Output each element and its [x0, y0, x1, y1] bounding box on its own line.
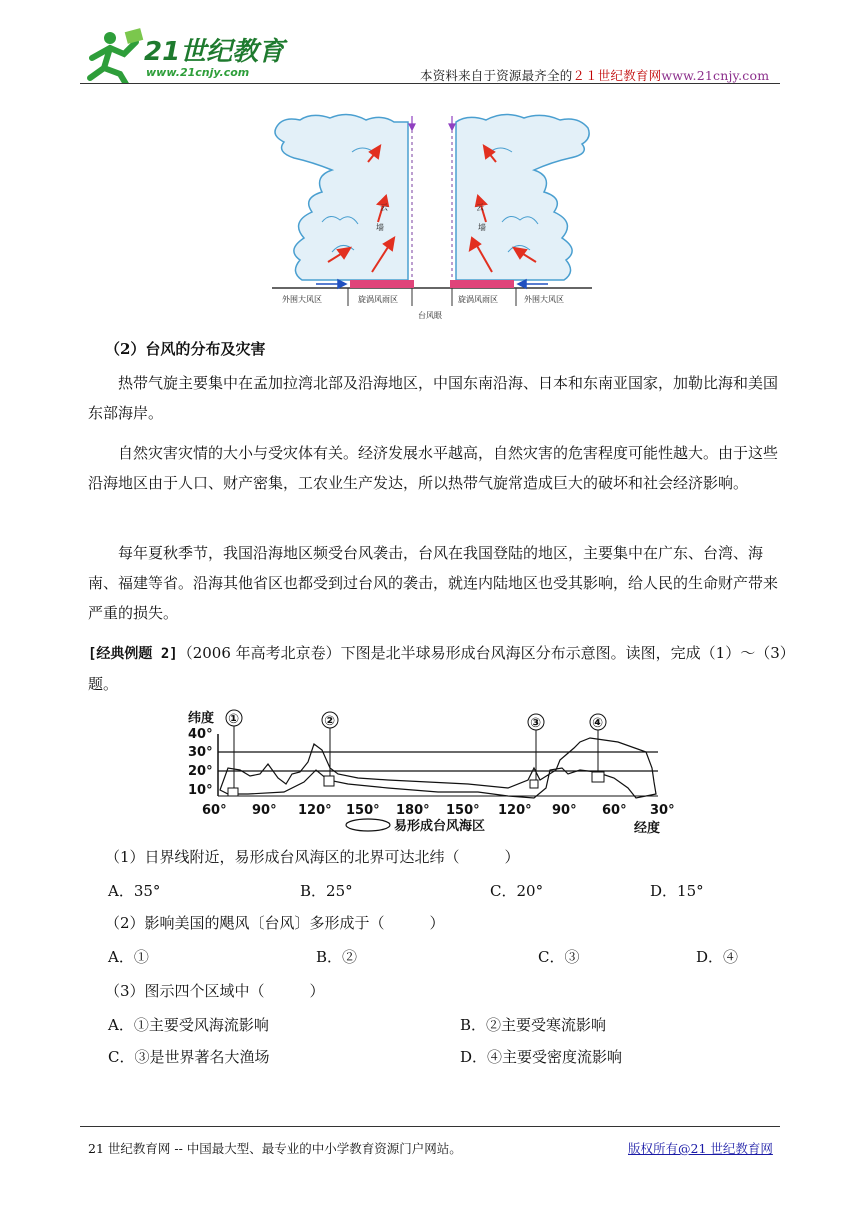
- footer-copyright-link[interactable]: 版权所有@21 世纪教育网: [628, 1141, 773, 1156]
- x-tick-3: 150°: [346, 803, 380, 818]
- legend-ellipse-icon: [346, 819, 390, 831]
- marker-1: ①: [228, 712, 240, 727]
- question-2-option-b[interactable]: B．②: [316, 948, 358, 966]
- x-tick-5: 150°: [446, 803, 480, 818]
- cloud-label-4: 墙: [478, 223, 486, 232]
- example-intro: [88, 638, 788, 699]
- y-axis-title: 纬度: [188, 711, 215, 726]
- region-box-3: [530, 780, 538, 788]
- y-tick-40: 40°: [188, 727, 213, 742]
- label-vortex-left: 旋涡风雨区: [358, 295, 398, 304]
- question-3-option-a[interactable]: A．①主要受风海流影响: [108, 1016, 269, 1034]
- logo-text: 21世纪教育: [144, 37, 285, 67]
- marker-3: ③: [530, 716, 542, 731]
- label-vortex-right: 旋涡风雨区: [458, 295, 498, 304]
- example-text: （2006 年高考北京卷）下图是北半球易形成台风海区分布示意图。读图，完成（1）～（3）题。: [88, 644, 788, 693]
- marker-4: ④: [592, 716, 604, 731]
- question-1-option-d[interactable]: D．15°: [650, 882, 704, 900]
- question-2-option-d[interactable]: D．④: [696, 948, 739, 966]
- question-3-option-b[interactable]: B．②主要受寒流影响: [460, 1016, 607, 1034]
- question-2-stem: （2）影响美国的飓风〔台风〕多形成于（ ）: [105, 914, 445, 932]
- header-note-url[interactable]: www.21cnjy.com: [661, 68, 770, 83]
- paragraph-distribution: 热带气旋主要集中在孟加拉湾北部及沿海地区，中国东南沿海、日本和东南亚国家，加勒比海和美国东部海岸。: [88, 374, 779, 422]
- x-axis-title: 经度: [634, 821, 661, 836]
- x-tick-0: 60°: [202, 803, 227, 818]
- y-tick-20: 20°: [188, 764, 213, 779]
- label-eye: 台风眼: [418, 311, 442, 320]
- header-note-site: ２１世纪教育网: [572, 68, 662, 83]
- x-tick-7: 90°: [552, 803, 577, 818]
- footer-divider: [80, 1126, 780, 1127]
- example-label: [经典例题 2]: [88, 646, 178, 662]
- x-tick-4: 180°: [396, 803, 430, 818]
- region-box-2: [324, 776, 334, 786]
- question-1-stem: （1）日界线附近，易形成台风海区的北界可达北纬（ ）: [105, 848, 520, 866]
- typhoon-structure-diagram: [272, 112, 592, 324]
- question-1-option-a[interactable]: A．35°: [108, 882, 161, 900]
- x-tick-2: 120°: [298, 803, 332, 818]
- region-box-1: [228, 788, 238, 796]
- logo-url: www.21cnjy.com: [146, 66, 250, 79]
- question-3-option-c[interactable]: C．③是世界著名大渔场: [108, 1048, 270, 1066]
- cloud-label-3: 云: [476, 203, 484, 212]
- x-tick-8: 60°: [602, 803, 627, 818]
- label-outer-right: 外围大风区: [524, 295, 564, 304]
- section-title: （2）台风的分布及灾害: [105, 340, 266, 358]
- cloud-label-2: 墙: [376, 223, 384, 232]
- cloud-label-1: 云: [380, 203, 388, 212]
- label-outer-left: 外围大风区: [282, 295, 322, 304]
- typhoon-regions-map: [188, 708, 678, 838]
- header-note-prefix: 本资料来自于资源最齐全的: [420, 68, 573, 83]
- footer-tagline: 21 世纪教育网 -- 中国最大型、最专业的中小学教育资源门户网站。: [88, 1141, 462, 1156]
- question-1-option-b[interactable]: B．25°: [300, 882, 353, 900]
- x-tick-6: 120°: [498, 803, 532, 818]
- x-tick-9: 30°: [650, 803, 675, 818]
- header-note: [420, 66, 769, 84]
- header-divider: [80, 83, 780, 84]
- question-2-option-c[interactable]: C．③: [538, 948, 580, 966]
- legend-label: 易形成台风海区: [394, 819, 486, 834]
- region-box-4: [592, 772, 604, 782]
- runner-icon: [90, 28, 143, 84]
- question-2-option-a[interactable]: A．①: [108, 948, 149, 966]
- y-tick-30: 30°: [188, 745, 213, 760]
- question-3-stem: （3）图示四个区域中（ ）: [105, 982, 325, 1000]
- y-tick-10: 10°: [188, 783, 213, 798]
- site-logo[interactable]: [80, 28, 290, 84]
- question-1-option-c[interactable]: C．20°: [490, 882, 544, 900]
- paragraph-china: 每年夏秋季节，我国沿海地区频受台风袭击，台风在我国登陆的地区，主要集中在广东、台湾、海南、福建等省。沿海其他省区也都受到过台风的袭击，就连内陆地区也受其影响，给人民的生命财产带来严重的损失。: [88, 544, 779, 622]
- paragraph-disaster: 自然灾害灾情的大小与受灾体有关。经济发展水平越高，自然灾害的危害程度可能性越大。由于这些沿海地区由于人口、财产密集，工农业生产发达，所以热带气旋常造成巨大的破坏和社会经济影响。: [88, 444, 779, 492]
- question-3-option-d[interactable]: D．④主要受密度流影响: [460, 1048, 623, 1066]
- marker-2: ②: [324, 714, 336, 729]
- typhoon-region-outline: [220, 738, 656, 798]
- x-tick-1: 90°: [252, 803, 277, 818]
